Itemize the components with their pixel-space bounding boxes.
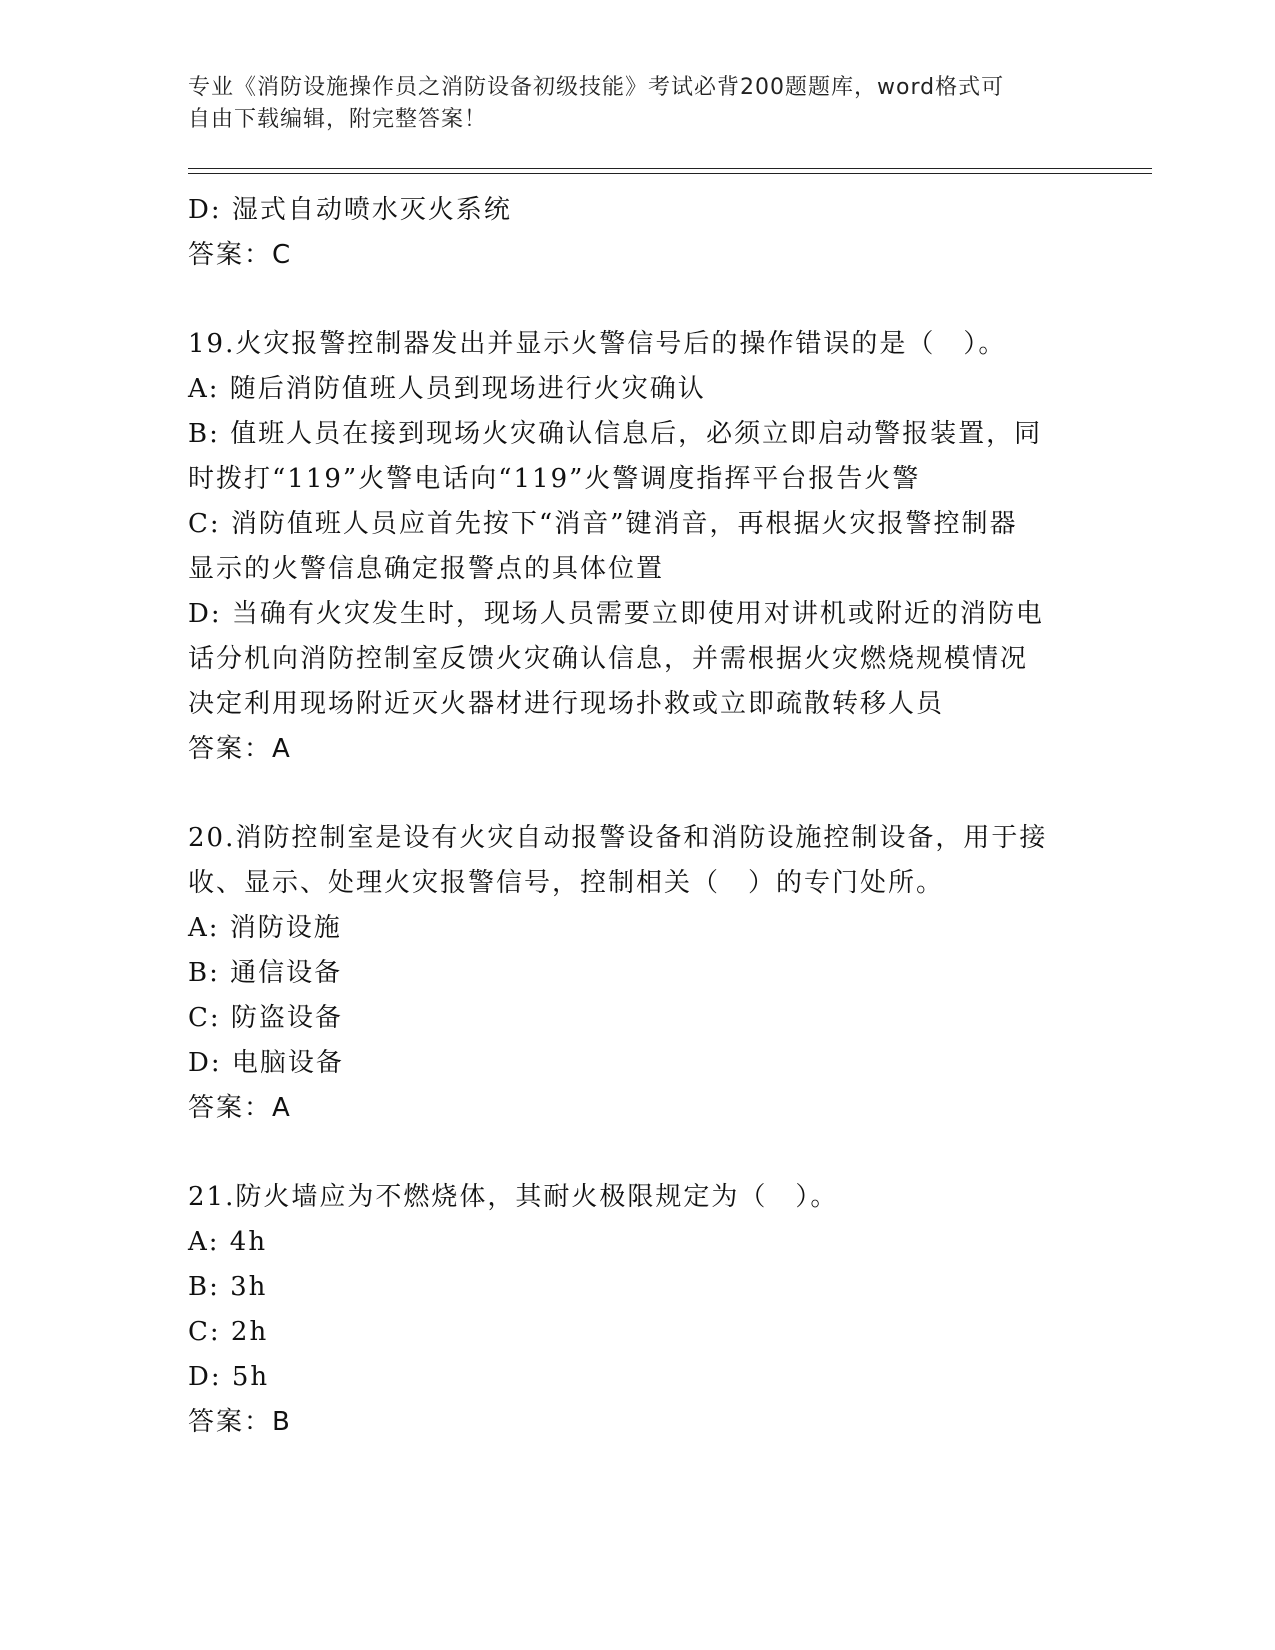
question-content [188,188,1088,1445]
question-19-option-b: B: 值班人员在接到现场火灾确认信息后，必须立即启动警报装置，同 [188,419,1043,449]
prev-answer: 答案：C [188,240,293,270]
question-21-option-b: B: 3h [188,1272,268,1302]
question-21-option-c: C: 2h [188,1317,269,1347]
spacer [188,278,1088,322]
question-19-option-c-cont: 显示的火警信息确定报警点的具体位置 [188,554,665,584]
header-rule-top [188,168,1152,169]
question-21-answer: 答案：B [188,1407,292,1437]
question-19 [188,322,1088,772]
question-20-stem: 20.消防控制室是设有火灾自动报警设备和消防设施控制设备，用于接 [188,823,1048,853]
question-19-stem: 19.火灾报警控制器发出并显示火警信号后的操作错误的是（ ）。 [188,329,1007,359]
header-rule-bottom [188,173,1152,174]
question-21-stem: 21.防火墙应为不燃烧体，其耐火极限规定为（ ）。 [188,1182,839,1212]
question-19-option-d-cont: 话分机向消防控制室反馈火灾确认信息，并需根据火灾燃烧规模情况 [188,644,1029,674]
question-19-option-a: A: 随后消防值班人员到现场进行火灾确认 [188,374,706,404]
spacer [188,772,1088,816]
question-20-stem-cont: 收、显示、处理火灾报警信号，控制相关（ ）的专门处所。 [188,868,945,898]
document-header [188,72,1068,136]
question-19-option-d-cont: 决定利用现场附近灭火器材进行现场扑救或立即疏散转移人员 [188,689,945,719]
question-19-answer: 答案：A [188,734,292,764]
question-20-answer: 答案：A [188,1093,292,1123]
header-line-1: 专业《消防设施操作员之消防设备初级技能》考试必背200题题库，word格式可 [188,75,1005,100]
question-19-option-d: D: 当确有火灾发生时，现场人员需要立即使用对讲机或附近的消防电 [188,599,1044,629]
question-20-option-d: D: 电脑设备 [188,1048,344,1078]
question-21-option-d: D: 5h [188,1362,270,1392]
question-20-option-c: C: 防盗设备 [188,1003,343,1033]
prev-option-d: D: 湿式自动喷水灭火系统 [188,195,512,225]
question-20-option-b: B: 通信设备 [188,958,343,988]
question-20-option-a: A: 消防设施 [188,913,342,943]
question-21 [188,1175,1088,1445]
question-21-option-a: A: 4h [188,1227,268,1257]
question-20 [188,816,1088,1131]
question-19-option-b-cont: 时拨打“119”火警电话向“119”火警调度指挥平台报告火警 [188,464,921,494]
question-19-option-c: C: 消防值班人员应首先按下“消音”键消音，再根据火灾报警控制器 [188,509,1018,539]
spacer [188,1131,1088,1175]
header-line-2: 自由下载编辑，附完整答案！ [188,107,488,132]
